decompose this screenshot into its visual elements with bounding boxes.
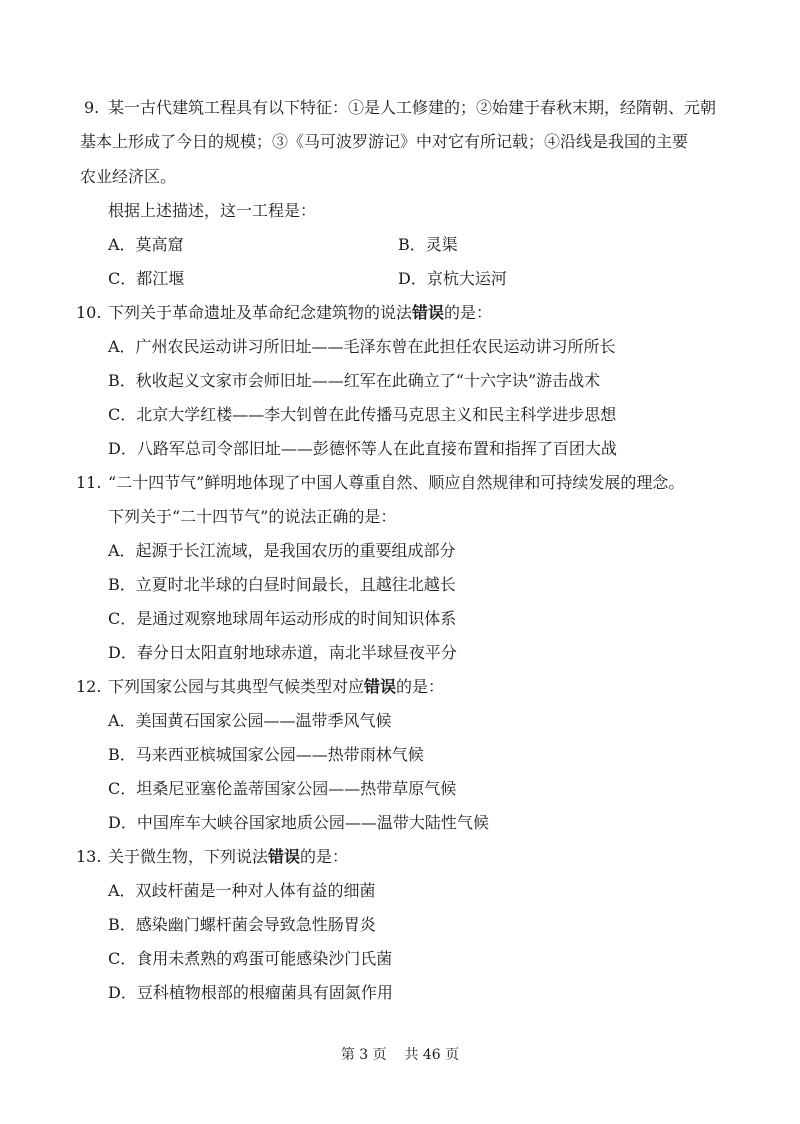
question-number: 12. bbox=[76, 677, 102, 696]
option-d[interactable]: D．豆科植物根部的根瘤菌具有固氮作用 bbox=[108, 983, 393, 1002]
stem-emphasis: 错误 bbox=[268, 847, 301, 866]
option-b[interactable]: B．马来西亚槟城国家公园——热带雨林气候 bbox=[108, 745, 424, 764]
option-a[interactable]: A．美国黄石国家公园——温带季风气候 bbox=[108, 711, 392, 730]
option-c[interactable]: C．食用未煮熟的鸡蛋可能感染沙门氏菌 bbox=[108, 949, 393, 968]
option-d[interactable]: D．八路军总司令部旧址——彭德怀等人在此直接布置和指挥了百团大战 bbox=[108, 439, 617, 458]
option-c[interactable]: C．是通过观察地球周年运动形成的时间知识体系 bbox=[108, 609, 457, 628]
option-b[interactable]: B．立夏时北半球的白昼时间最长，且越往北越长 bbox=[108, 575, 456, 594]
option-d[interactable]: D．中国库车大峡谷国家地质公园——温带大陆性气候 bbox=[108, 813, 489, 832]
stem-text: 的是： bbox=[444, 303, 493, 322]
question-stem bbox=[108, 676, 444, 698]
option-d[interactable]: D．春分日太阳直射地球赤道，南北半球昼夜平分 bbox=[108, 643, 457, 662]
question-number: 11. bbox=[76, 473, 102, 492]
question-number: 13. bbox=[76, 847, 102, 866]
option-c[interactable]: C．都江堰 bbox=[108, 269, 185, 288]
question-number: 9. bbox=[84, 98, 100, 117]
question-number: 10. bbox=[76, 303, 102, 322]
question-stem-line: 根据上述描述，这一工程是： bbox=[108, 201, 317, 220]
question-stem-line: 某一古代建筑工程具有以下特征：①是人工修建的；②始建于春秋末期，经隋朝、元朝 bbox=[108, 98, 717, 117]
stem-emphasis: 错误 bbox=[364, 677, 397, 696]
question-stem-line: “二十四节气”鲜明地体现了中国人尊重自然、顺应自然规律和可持续发展的理念。 bbox=[108, 473, 685, 492]
question-stem-line: 基本上形成了今日的规模；③《马可波罗游记》中对它有所记载；④沿线是我国的主要 bbox=[80, 132, 689, 151]
option-b[interactable]: B．秋收起义文家市会师旧址——红军在此确立了“十六字诀”游击战术 bbox=[108, 371, 601, 390]
page-footer: 第 3 页 共 46 页 bbox=[340, 1047, 460, 1063]
question-stem bbox=[108, 846, 348, 868]
stem-text: 关于微生物，下列说法 bbox=[108, 847, 269, 866]
stem-text: 的是： bbox=[300, 847, 349, 866]
stem-text: 的是： bbox=[396, 677, 445, 696]
stem-text: 下列国家公园与其典型气候类型对应 bbox=[108, 677, 365, 696]
option-b[interactable]: B．灵渠 bbox=[398, 235, 458, 254]
option-c[interactable]: C．北京大学红楼——李大钊曾在此传播马克思主义和民主科学进步思想 bbox=[108, 405, 617, 424]
question-stem-line: 下列关于“二十四节气”的说法正确的是： bbox=[108, 507, 397, 526]
stem-text: 下列关于革命遗址及革命纪念建筑物的说法 bbox=[108, 303, 413, 322]
stem-emphasis: 错误 bbox=[412, 303, 445, 322]
option-a[interactable]: A．莫高窟 bbox=[108, 235, 184, 254]
question-stem bbox=[108, 302, 492, 324]
option-c[interactable]: C．坦桑尼亚塞伦盖蒂国家公园——热带草原气候 bbox=[108, 779, 457, 798]
option-a[interactable]: A．广州农民运动讲习所旧址——毛泽东曾在此担任农民运动讲习所所长 bbox=[108, 337, 616, 356]
option-a[interactable]: A．起源于长江流域，是我国农历的重要组成部分 bbox=[108, 541, 456, 560]
question-stem-line: 农业经济区。 bbox=[80, 167, 177, 186]
option-d[interactable]: D．京杭大运河 bbox=[398, 269, 507, 288]
option-b[interactable]: B．感染幽门螺杆菌会导致急性肠胃炎 bbox=[108, 915, 376, 934]
option-a[interactable]: A．双歧杆菌是一种对人体有益的细菌 bbox=[108, 881, 376, 900]
